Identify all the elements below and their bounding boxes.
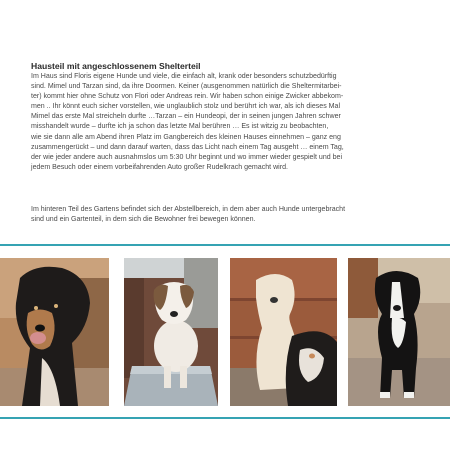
paragraph-line: ter) kommt hier ohne Schutz von Flori oder Andreas rein. Wir haben schon einige Zwicker abbekom- [31,93,344,101]
accent-rule-bottom [0,417,450,419]
section-heading: Hausteil mit angeschlossenem Shelterteil [31,61,201,71]
dog-photo-3 [230,258,337,406]
paragraph-line: zusammengerückt – und dann darauf warten, dass das Licht nach einem Tag ausgeht … einem Tag, [31,143,344,151]
dog-photo-4 [348,258,450,406]
paragraph-line: men .. Ihr könnt euch sicher vorstellen, wie unglaublich stolz und berührt ich war, als ich dieses Mal [31,103,341,111]
accent-rule-top [0,244,450,246]
paragraph-line: sind und ein Gartenteil, in dem sich die Bewohner frei bewegen können. [31,216,256,224]
paragraph-1 [31,72,423,173]
paragraph-line: sind. Mimel und Tarzan sind, da ihre Doormen. Keiner (ausgenommen natürlich die Sheltermitarbei- [31,83,342,91]
paragraph-2 [31,205,423,225]
paragraph-line: der wie jeder andere auch ausnahmslos um 5:30 Uhr beginnt und wo immer wieder gespielt und bei [31,153,343,161]
paragraph-line: jedem Besuch oder einem vorbeifahrenden Auto großer Rudelkrach gemacht wird. [31,163,288,171]
dog-photo-2 [124,258,218,406]
paragraph-line: misshandelt wurde – durfte ich ja schon das letzte Mal berühren … Es ist witzig zu beobachten, [31,123,329,131]
dog-photo-1 [0,258,109,406]
paragraph-line: Im hinteren Teil des Gartens befindet sich der Abstellbereich, in dem aber auch Hunde untergebracht [31,206,346,213]
paragraph-line: wie sie dann alle am Abend ihren Platz im Gangbereich des kleinen Hauses einnehmen – ganz eng [31,133,341,141]
paragraph-line: Mimel das erste Mal streicheln durfte …Tarzan – ein Hundeopi, der in seinen jungen Jahren schwer [31,113,341,121]
paragraph-line: Im Haus sind Floris eigene Hunde und viele, die einfach alt, krank oder besonders schutzbedürftig [31,73,337,80]
